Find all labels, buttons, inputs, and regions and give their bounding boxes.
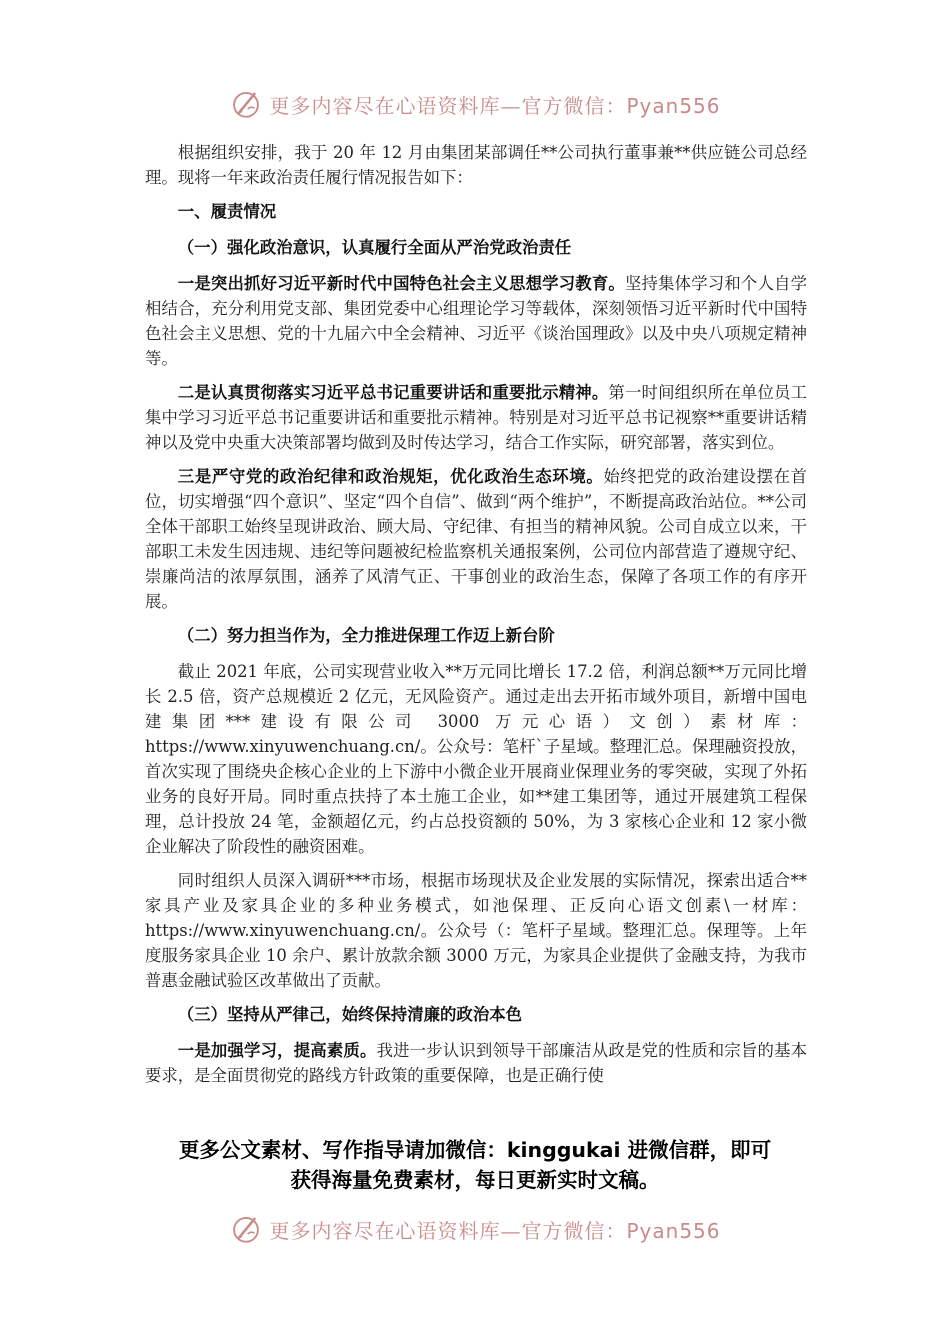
paragraph-lead: 一是突出抓好习近平新时代中国特色社会主义思想学习教育。 <box>177 274 625 293</box>
subsection-heading-3: （三）坚持从严律己，始终保持清廉的政治本色 <box>177 1005 522 1024</box>
paragraph-implement <box>145 380 807 455</box>
paragraph-lead: 三是严守党的政治纪律和政治规矩，优化政治生态环境。 <box>177 467 604 486</box>
footer-banner <box>0 1209 950 1249</box>
promo-line-1: 更多公文素材、写作指导请加微信：kinggukai 进微信群，即可 <box>178 1138 772 1162</box>
wechat-id: Pyan556 <box>626 1218 721 1243</box>
wechat-id: Pyan556 <box>626 93 721 118</box>
paragraph-text: 坚持集体学习和个人自学相结合，充分利用党支部、集团党委中心组理论学习等载体，深刻领悟习近平新时代中国特色社会主义思想、党的十九届六中全会精神、习近平《谈治国理政》以及中央八项规定精神等。 <box>145 274 807 368</box>
header-banner <box>0 84 950 124</box>
paragraph-discipline <box>145 464 807 614</box>
pen-logo-icon <box>229 87 263 121</box>
document-body <box>145 140 807 1097</box>
promo-notice <box>0 1135 950 1195</box>
paragraph-text: 始终把党的政治建设摆在首位，切实增强“四个意识”、坚定“四个自信”、做到“两个维护”，不断提高政治站位。**公司全体干部职工始终呈现讲政治、顾大局、守纪律、有担当的精神风貌。公司自成立以来，干部职工未发生因违规、违纪等问题被纪检监察机关通报案例，公司位内部营造了遵规守纪、崇廉尚洁的浓厚氛围，涵养了风清气正、干事创业的政治生态，保障了各项工作的有序开展。 <box>145 467 808 611</box>
paragraph-research: 同时组织人员深入调研***市场，根据市场现状及企业发展的实际情况，探索出适合**家具产业及家具企业的多种业务模式，如池保理、正反向心语文创素\一材库：https://www.xinyuwenchuang.cn/。公众号（：笔杆子星域。整理汇总。保理等。上年度服务家具企业 10 余户、累计放款余额 3000 万元，为家具企业提供了金融支持，为我市普惠金融试验区改革做出了贡献。 <box>145 871 807 990</box>
section-heading: 一、履责情况 <box>177 202 277 221</box>
paragraph-learning <box>145 1038 807 1088</box>
subsection-heading-2: （二）努力担当作为，全力推进保理工作迈上新台阶 <box>177 626 555 645</box>
paragraph-text: 我进一步认识到领导干部廉洁从政是党的性质和宗旨的基本要求，是全面贯彻党的路线方针政策的重要保障，也是正确行使 <box>145 1041 807 1085</box>
paragraph-performance: 截止 2021 年底，公司实现营业收入**万元同比增长 17.2 倍，利润总额**万元同比增长 2.5 倍，资产总规模近 2 亿元，无风险资产。通过走出去开拓市域外项目，新增中国电建集团***建设有限公司 3000 万元心语）文创）素材库：https://www.xinyuwenchuang.cn/。公众号：笔杆`子星域。整理汇总。保理融资投放，首次实现了围绕央企核心企业的上下游中小微企业开展商业保理业务的零突破，实现了外拓业务的良好开局。同时重点扶持了本土施工企业，如**建工集团等，通过开展建筑工程保理，总计投放 24 笔，金额超亿元，约占总投资额的 50%，为 3 家核心企业和 12 家小微企业解决了阶段性的融资困难。 <box>145 662 807 856</box>
banner-text: 更多内容尽在心语资料库—官方微信：Pyan556 <box>269 1218 721 1243</box>
promo-line-2: 获得海量免费素材，每日更新实时文稿。 <box>290 1168 660 1192</box>
paragraph-lead: 二是认真贯彻落实习近平总书记重要讲话和重要批示精神。 <box>177 383 609 402</box>
paragraph-text: 第一时间组织所在单位员工集中学习习近平总书记重要讲话和重要批示精神。特别是对习近平总书记视察**重要讲话精神以及党中央重大决策部署均做到及时传达学习，结合工作实际，研究部署，落实到位。 <box>145 383 807 452</box>
paragraph-study <box>145 271 807 371</box>
subsection-heading-1: （一）强化政治意识，认真履行全面从严治党政治责任 <box>177 238 572 257</box>
intro-paragraph: 根据组织安排，我于 20 年 12 月由集团某部调任**公司执行董事兼**供应链公司总经理。现将一年来政治责任履行情况报告如下： <box>145 143 807 187</box>
banner-text: 更多内容尽在心语资料库—官方微信：Pyan556 <box>269 93 721 118</box>
pen-logo-icon <box>229 1212 263 1246</box>
paragraph-lead: 一是加强学习，提高素质。 <box>177 1041 377 1060</box>
